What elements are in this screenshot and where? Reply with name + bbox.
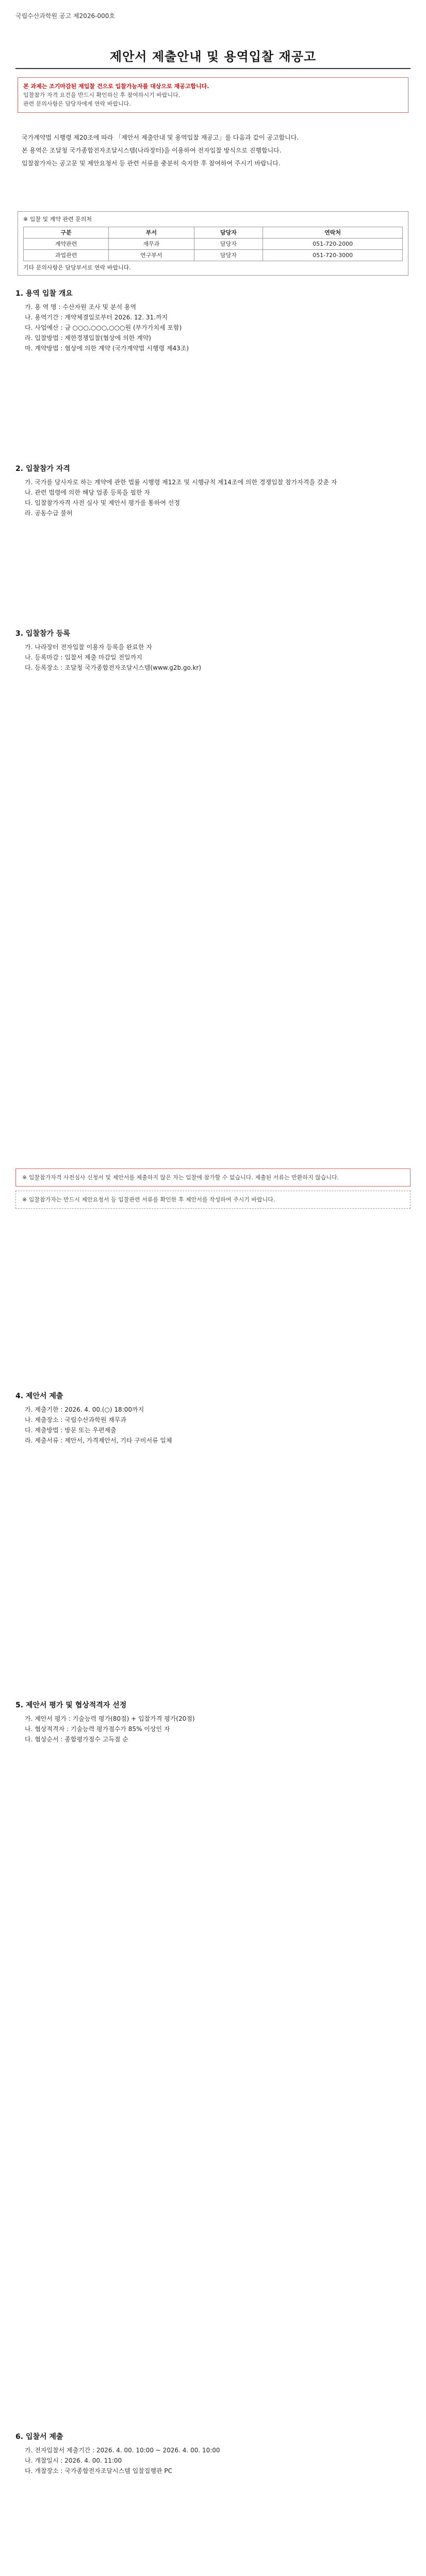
list-item: 다. 개찰장소 : 국가종합전자조달시스템 입찰집행관 PC [25,2467,172,2475]
list-item: 다. 협상순서 : 종합평가점수 고득점 순 [25,1736,128,1743]
section-title: 5. 제안서 평가 및 협상적격자 선정 [15,1701,127,1709]
contact-col-header: 담당자 [194,227,263,239]
intro-paragraph-1: 국가계약법 시행령 제20조에 따라 「제안서 제출안내 및 용역입찰 재공고」를 다음과 같이 공고합니다. [22,134,299,141]
section-1 [15,289,411,353]
list-item: 가. 제안서 평가 : 기술능력 평가(80점) + 입찰가격 평가(20점) [25,1715,195,1722]
section-title: 2. 입찰참가 자격 [15,465,70,473]
list-item: 라. 공동수급 불허 [25,510,73,517]
table-row [24,250,403,261]
section-3 [15,629,411,673]
list-item: 나. 제출장소 : 국립수산과학원 재무과 [25,1416,126,1423]
table-row [24,239,403,250]
table-cell: 과업관련 [24,250,109,261]
section-2 [15,464,411,518]
intro-text [15,133,411,172]
notice-line-2: 입찰참가 자격 요건을 반드시 확인하신 후 참여하시기 바랍니다. [23,92,181,98]
table-cell: 연구부서 [109,250,194,261]
table-cell: 재무과 [109,239,194,250]
list-item: 나. 개찰일시 : 2026. 4. 00. 11:00 [25,2457,122,2464]
document-header [15,11,115,21]
warning-box: ※ 입찰참가자격 사전심사 신청서 및 제안서를 제출하지 않은 자는 입찰에 참가할 수 없습니다. 제출된 서류는 반환하지 않습니다. [15,1168,411,1187]
table-cell: 051-720-3000 [263,250,403,261]
contact-table [23,227,403,261]
intro-paragraph-3: 입찰참가자는 공고문 및 제안요청서 등 관련 서류를 충분히 숙지한 후 참여하여 주시기 바랍니다. [22,160,281,167]
list-item: 라. 제출서류 : 제안서, 가격제안서, 기타 구비서류 일체 [25,1437,172,1444]
section-5 [15,1700,411,1744]
notice-boxes [15,1164,411,1213]
list-item: 다. 제출방법 : 방문 또는 우편제출 [25,1427,117,1434]
table-cell: 051-720-2000 [263,239,403,250]
section-title: 1. 용역 입찰 개요 [15,290,73,298]
notice-box [18,77,408,113]
section-title: 6. 입찰서 제출 [15,2433,63,2441]
list-item: 가. 나라장터 전자입찰 이용자 등록을 완료한 자 [25,643,152,651]
contact-heading: ※ 입찰 및 계약 관련 문의처 [23,216,92,223]
list-item: 가. 용 역 명 : 수산자원 조사 및 분석 용역 [25,303,137,311]
page-title: 제안서 제출안내 및 용역입찰 재공고 [109,49,317,64]
list-item: 마. 계약방법 : 협상에 의한 계약 (국가계약법 시행령 제43조) [25,345,189,352]
contact-note: 기타 문의사항은 담당부서로 연락 바랍니다. [23,264,131,271]
title-divider [15,68,411,69]
org-line: 국립수산과학원 공고 제2026-000호 [15,12,115,20]
list-item: 다. 입찰참가자격 사전 심사 및 제안서 평가를 통하여 선정 [25,499,180,506]
table-cell: 계약관련 [24,239,109,250]
list-item: 나. 용역기간 : 계약체결일로부터 2026. 12. 31.까지 [25,314,168,321]
notice-line-3: 관련 문의사항은 담당자에게 연락 바랍니다. [23,100,131,107]
section-4 [15,1391,411,1446]
table-cell: 담당자 [194,250,263,261]
contact-box [18,211,408,276]
contact-col-header: 부서 [109,227,194,239]
list-item: 나. 협상적격자 : 기술능력 평가점수가 85% 이상인 자 [25,1725,170,1733]
section-6 [15,2432,411,2476]
list-item: 나. 관련 법령에 의한 해당 업종 등록을 필한 자 [25,489,150,496]
list-item: 다. 등록장소 : 조달청 국가종합전자조달시스템(www.g2b.go.kr) [25,664,202,671]
list-item: 라. 입찰방법 : 제한경쟁입찰(협상에 의한 계약) [25,334,151,342]
intro-paragraph-2: 본 용역은 조달청 국가종합전자조달시스템(나라장터)을 이용하여 전자입찰 방식으로 진행합니다. [22,147,282,154]
list-item: 가. 국가를 당사자로 하는 계약에 관한 법률 시행령 제12조 및 시행규칙 제14조에 의한 경쟁입찰 참가자격을 갖춘 자 [25,479,337,486]
notice-line-1: 본 과제는 조기마감된 재입찰 건으로 입찰가능자를 대상으로 재공고합니다. [23,83,209,90]
section-title: 3. 입찰참가 등록 [15,630,70,638]
info-box: ※ 입찰참가자는 반드시 제안요청서 등 입찰관련 서류를 확인한 후 제안서를 작성하여 주시기 바랍니다. [15,1191,411,1209]
contact-col-header: 구분 [24,227,109,239]
table-cell: 담당자 [194,239,263,250]
list-item: 가. 제출기한 : 2026. 4. 00.(○) 18:00까지 [25,1406,144,1413]
contact-col-header: 연락처 [263,227,403,239]
list-item: 나. 등록마감 : 입찰서 제출 마감일 전일까지 [25,654,142,661]
section-title: 4. 제안서 제출 [15,1392,63,1400]
list-item: 다. 사업예산 : 금 ○○○,○○○,○○○원 (부가가치세 포함) [25,324,182,331]
list-item: 가. 전자입찰서 제출기간 : 2026. 4. 00. 10:00 ~ 2026. 4. 00. 10:00 [25,2447,220,2454]
